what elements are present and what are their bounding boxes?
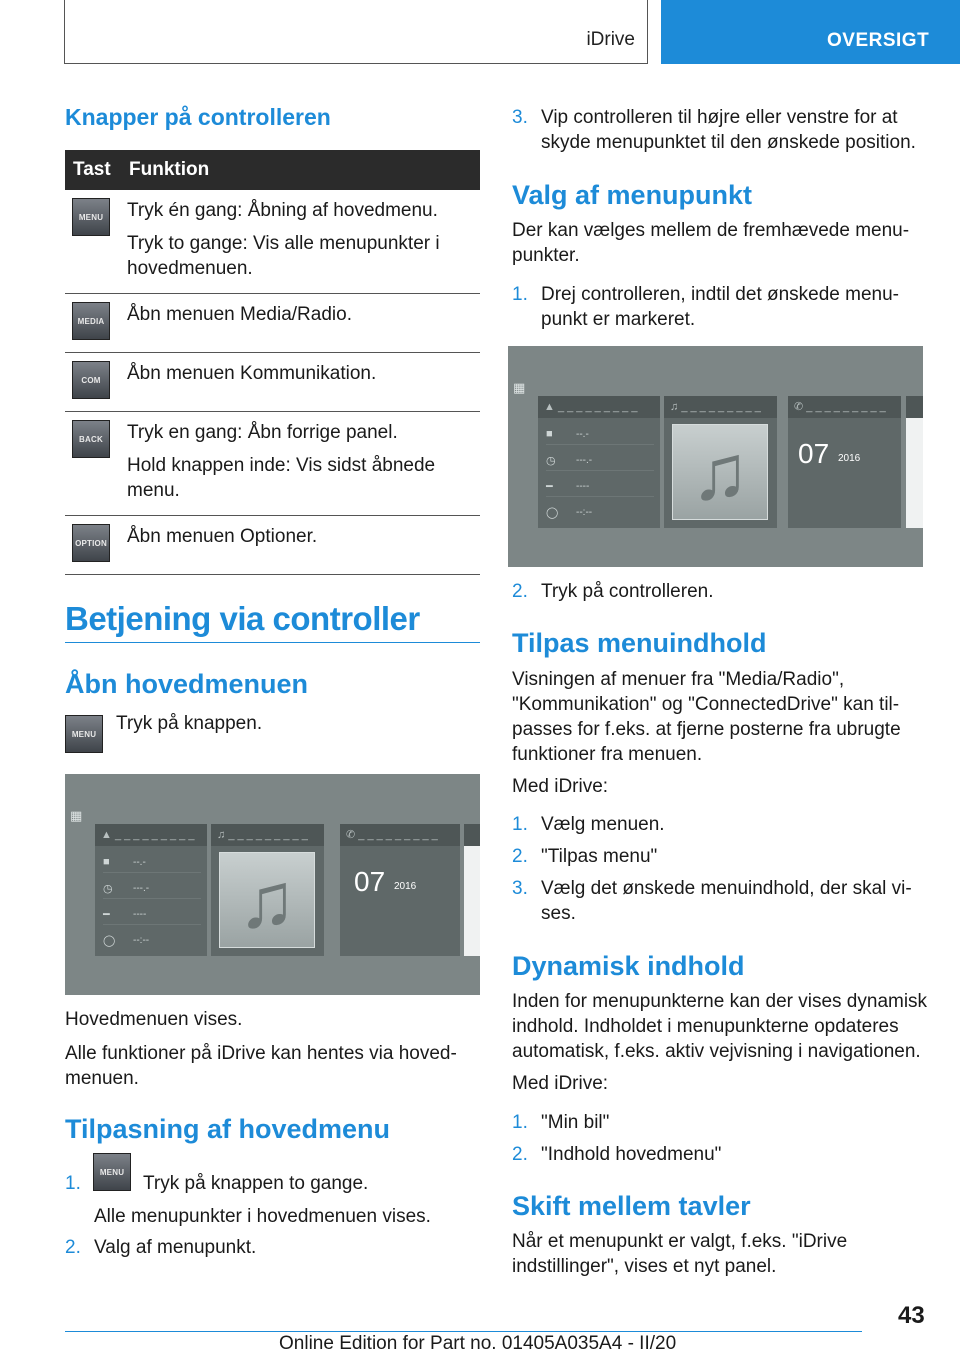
select-text: Der kan vælges mellem de fremhævede menu-punkter. [512, 220, 910, 266]
step-text: Vip controlleren til højre eller venstre for at skyde menupunktet til den ønskede position. [541, 107, 916, 153]
step-number: 3. [512, 107, 528, 128]
adapt-with: Med iDrive: [512, 776, 609, 797]
table-row [65, 294, 480, 353]
option-key-icon: OPTION [72, 524, 110, 562]
chapter-title: Betjening via controller [65, 600, 420, 637]
table-row [65, 516, 480, 575]
date-year: 2016 [394, 881, 417, 892]
dynamic-text: Inden for menupunkterne kan der vises dynamisk indhold. Indholdet i menupunkterne opdateres automatisk, f.eks. aktiv vejvisning i navigationen. [512, 991, 928, 1062]
menu-key-icon: MENU [93, 1153, 131, 1191]
switch-heading: Skift mellem tavler [512, 1191, 751, 1221]
function-text: Åbn menuen Kommunikation. [127, 363, 377, 384]
key-column-header: Tast [65, 150, 127, 190]
customize-result: Alle menupunkter i hovedmenuen vises. [94, 1206, 431, 1227]
media-panel [211, 824, 324, 956]
function-column-header: Funktion [127, 150, 480, 190]
step-number: 2. [65, 1237, 81, 1258]
table-row [65, 412, 480, 516]
step-number: 1. [512, 1112, 528, 1133]
edition-footer: Online Edition for Part no. 01405A035A4 - II/20 [279, 1333, 677, 1354]
step-text: "Min bil" [541, 1112, 610, 1133]
car-icon: ▲ _ _ _ _ _ _ _ _ _ [95, 824, 207, 846]
menu-item-screenshot [508, 346, 923, 567]
step-number: 2. [512, 846, 528, 867]
media-key-icon: MEDIA [72, 302, 110, 340]
media-panel [664, 396, 777, 528]
music-icon: ♫ _ _ _ _ _ _ _ _ _ [664, 396, 777, 418]
function-text: Åbn menuen Optioner. [127, 526, 318, 547]
date-year: 2016 [838, 453, 861, 464]
next-panel [464, 824, 480, 956]
step-number: 1. [512, 284, 528, 305]
vehicle-panel: ▲ _ _ _ _ _ _ _ _ _ ■ --.- ◷ ---.- ━ ---- ◯ --:-- [538, 396, 660, 528]
communication-panel [340, 824, 460, 956]
communication-panel [788, 396, 901, 528]
table-row [65, 190, 480, 294]
date-day: 07 [798, 438, 830, 469]
section-tab[interactable] [661, 0, 960, 64]
customize-heading: Tilpasning af hovedmenu [65, 1114, 391, 1144]
main-menu-screenshot [65, 774, 480, 995]
menu-key-icon: MENU [65, 715, 103, 753]
function-text: Tryk én gang: Åbning af hovedmenu. [127, 200, 438, 221]
back-key-icon: BACK [72, 420, 110, 458]
step-text: Vælg det ønskede menuindhold, der skal vi-ses. [541, 878, 912, 924]
settings-icon [906, 396, 923, 418]
open-menu-heading: Åbn hovedmenuen [65, 669, 309, 699]
phone-icon: ✆ _ _ _ _ _ _ _ _ _ [788, 396, 901, 418]
vehicle-panel: ▲ _ _ _ _ _ _ _ _ _ ■ --.- ◷ ---.- ━ ---- ◯ --:-- [95, 824, 207, 956]
chapter-label: iDrive [586, 29, 635, 50]
footer-rule [65, 1331, 862, 1332]
step-text: Vælg menuen. [541, 814, 665, 835]
date-day: 07 [354, 866, 386, 897]
music-note-tile: ♫ [219, 852, 315, 948]
menu-icon: ▦ [513, 380, 526, 395]
step-number: 2. [512, 581, 528, 602]
step-number: 1. [512, 814, 528, 835]
step-text: "Tilpas menu" [541, 846, 658, 867]
table-heading: Knapper på controlleren [65, 104, 331, 130]
next-panel [906, 396, 923, 528]
menu-shown-text: Hovedmenuen vises. [65, 1009, 243, 1030]
step-text: Tryk på knappen to gange. [143, 1173, 369, 1194]
page-number: 43 [898, 1302, 925, 1329]
step-text: Tryk på controlleren. [541, 581, 714, 602]
menu-key-icon: MENU [72, 198, 110, 236]
adapt-text: Visningen af menuer fra "Media/Radio", "Kommunikation" og "ConnectedDrive" kan til-passes for f.eks. at fjerne posterne fra ubrugte funktioner fra menuen. [512, 669, 901, 765]
step-number: 3. [512, 878, 528, 899]
open-menu-text: Tryk på knappen. [116, 713, 263, 734]
com-key-icon: COM [72, 361, 110, 399]
dynamic-heading: Dynamisk indhold [512, 951, 745, 981]
settings-icon [464, 824, 480, 846]
function-text: Åbn menuen Media/Radio. [127, 304, 352, 325]
table-row [65, 353, 480, 412]
switch-text: Når et menupunkt er valgt, f.eks. "iDrive indstillinger", vises et nyt panel. [512, 1231, 848, 1277]
select-heading: Valg af menupunkt [512, 180, 753, 210]
chapter-title-rule [65, 642, 480, 643]
function-text: Hold knappen inde: Vis sidst åbnede menu. [127, 455, 436, 501]
car-icon: ▲ _ _ _ _ _ _ _ _ _ [538, 396, 660, 418]
key-table [65, 150, 480, 575]
music-icon: ♫ _ _ _ _ _ _ _ _ _ [211, 824, 324, 846]
step-text: "Indhold hovedmenu" [541, 1144, 722, 1165]
step-number: 2. [512, 1144, 528, 1165]
section-label: OVERSIGT [827, 30, 930, 51]
function-text: Tryk en gang: Åbn forrige panel. [127, 422, 398, 443]
header-box [64, 0, 648, 64]
phone-icon: ✆ _ _ _ _ _ _ _ _ _ [340, 824, 460, 846]
step-text: Drej controlleren, indtil det ønskede menu-punkt er markeret. [541, 284, 900, 330]
function-text: Tryk to gange: Vis alle menupunkter i hovedmenuen. [127, 233, 440, 279]
all-functions-text: Alle funktioner på iDrive kan hentes via hoved-menuen. [65, 1043, 457, 1089]
step-text: Valg af menupunkt. [94, 1237, 257, 1258]
dynamic-with: Med iDrive: [512, 1073, 609, 1094]
step-number: 1. [65, 1173, 81, 1194]
menu-icon: ▦ [70, 808, 83, 823]
music-note-tile: ♫ [672, 424, 768, 520]
adapt-heading: Tilpas menuindhold [512, 628, 767, 658]
